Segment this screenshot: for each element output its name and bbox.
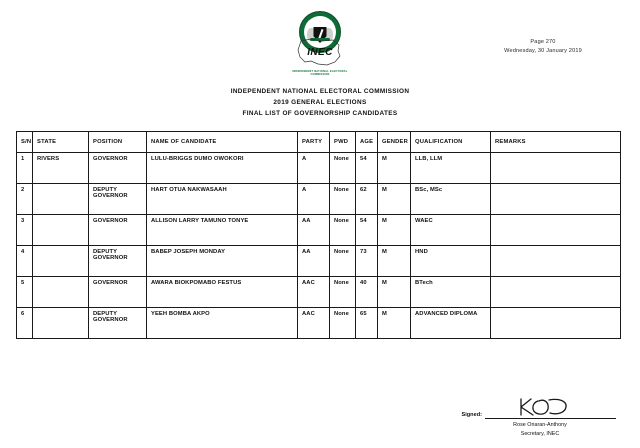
- cell-age: 54: [356, 153, 378, 184]
- cell-gender: M: [378, 277, 411, 308]
- candidates-table-container: [16, 131, 620, 339]
- table-row: [17, 277, 621, 308]
- signature-row: [436, 398, 616, 419]
- cell-age: 40: [356, 277, 378, 308]
- cell-remarks: [491, 277, 621, 308]
- table-row: [17, 215, 621, 246]
- cell-state: [33, 308, 89, 339]
- cell-pwd: None: [330, 308, 356, 339]
- cell-pwd: None: [330, 184, 356, 215]
- cell-remarks: [491, 184, 621, 215]
- page-number: Page 270: [530, 39, 556, 45]
- table-row: [17, 184, 621, 215]
- table-row: [17, 308, 621, 339]
- table-row: [17, 153, 621, 184]
- cell-state: [33, 184, 89, 215]
- cell-party: AA: [298, 215, 330, 246]
- cell-position: DEPUTY GOVERNOR: [89, 184, 147, 215]
- cell-remarks: [491, 215, 621, 246]
- column-header-pwd: PWD: [330, 132, 356, 153]
- cell-name: BABEP JOSEPH MONDAY: [147, 246, 298, 277]
- cell-name: AWARA BIOKPOMABO FESTUS: [147, 277, 298, 308]
- cell-pwd: None: [330, 246, 356, 277]
- inec-logo-subtitle: INDEPENDENT NATIONAL ELECTORAL COMMISSION: [292, 70, 348, 76]
- cell-name: YEEH BOMBA AKPO: [147, 308, 298, 339]
- cell-name: HART OTUA NAKWASAAH: [147, 184, 298, 215]
- signatory-details: [436, 421, 616, 439]
- table-row: [17, 246, 621, 277]
- document-title-block: [0, 86, 640, 119]
- cell-pwd: None: [330, 215, 356, 246]
- cell-party: AAC: [298, 277, 330, 308]
- signed-label: Signed:: [461, 412, 482, 418]
- column-header-age: AGE: [356, 132, 378, 153]
- cell-state: RIVERS: [33, 153, 89, 184]
- cell-sn: 4: [17, 246, 33, 277]
- cell-sn: 5: [17, 277, 33, 308]
- cell-age: 73: [356, 246, 378, 277]
- cell-position: GOVERNOR: [89, 215, 147, 246]
- cell-state: [33, 215, 89, 246]
- cell-state: [33, 246, 89, 277]
- cell-party: A: [298, 153, 330, 184]
- signatory-name: Rose Oriaran-Anthony: [513, 422, 567, 428]
- cell-name: ALLISON LARRY TAMUNO TONYE: [147, 215, 298, 246]
- cell-gender: M: [378, 153, 411, 184]
- cell-pwd: None: [330, 277, 356, 308]
- cell-qualification: BSc, MSc: [411, 184, 491, 215]
- cell-pwd: None: [330, 153, 356, 184]
- signature-block: [436, 398, 616, 439]
- cell-gender: M: [378, 308, 411, 339]
- title-elections: 2019 GENERAL ELECTIONS: [273, 99, 367, 107]
- cell-position: DEPUTY GOVERNOR: [89, 246, 147, 277]
- column-header-name: NAME OF CANDIDATE: [147, 132, 298, 153]
- cell-position: DEPUTY GOVERNOR: [89, 308, 147, 339]
- cell-qualification: HND: [411, 246, 491, 277]
- logo-container: [0, 11, 640, 75]
- cell-age: 62: [356, 184, 378, 215]
- table-header-row: [17, 132, 621, 153]
- inec-logo: [291, 11, 349, 75]
- cell-gender: M: [378, 246, 411, 277]
- column-header-qualification: QUALIFICATION: [411, 132, 491, 153]
- column-header-party: PARTY: [298, 132, 330, 153]
- handwritten-signature-icon: [515, 396, 573, 418]
- cell-gender: M: [378, 215, 411, 246]
- cell-position: GOVERNOR: [89, 277, 147, 308]
- column-header-gender: GENDER: [378, 132, 411, 153]
- cell-party: A: [298, 184, 330, 215]
- cell-party: AAC: [298, 308, 330, 339]
- cell-party: AA: [298, 246, 330, 277]
- cell-sn: 3: [17, 215, 33, 246]
- column-header-sn: S/N: [17, 132, 33, 153]
- cell-age: 65: [356, 308, 378, 339]
- column-header-remarks: REMARKS: [491, 132, 621, 153]
- cell-state: [33, 277, 89, 308]
- candidates-table-body: [17, 153, 621, 339]
- cell-qualification: LLB, LLM: [411, 153, 491, 184]
- title-commission: INDEPENDENT NATIONAL ELECTORAL COMMISSION: [230, 88, 410, 95]
- cell-remarks: [491, 153, 621, 184]
- cell-name: LULU-BRIGGS DUMO OWOKORI: [147, 153, 298, 184]
- inec-wordmark: INEC: [307, 47, 333, 58]
- cell-qualification: ADVANCED DIPLOMA: [411, 308, 491, 339]
- cell-sn: 6: [17, 308, 33, 339]
- cell-sn: 2: [17, 184, 33, 215]
- title-list: FINAL LIST OF GOVERNORSHIP CANDIDATES: [242, 110, 398, 118]
- cell-gender: M: [378, 184, 411, 215]
- cell-qualification: WAEC: [411, 215, 491, 246]
- cell-remarks: [491, 246, 621, 277]
- candidates-table: [16, 131, 621, 339]
- column-header-state: STATE: [33, 132, 89, 153]
- signatory-title: Secretary, INEC: [520, 431, 560, 438]
- column-header-position: POSITION: [89, 132, 147, 153]
- cell-position: GOVERNOR: [89, 153, 147, 184]
- cell-remarks: [491, 308, 621, 339]
- signature-line: [485, 398, 616, 419]
- cell-sn: 1: [17, 153, 33, 184]
- cell-qualification: BTech: [411, 277, 491, 308]
- document-date: Wednesday, 30 January 2019: [504, 47, 582, 54]
- cell-age: 54: [356, 215, 378, 246]
